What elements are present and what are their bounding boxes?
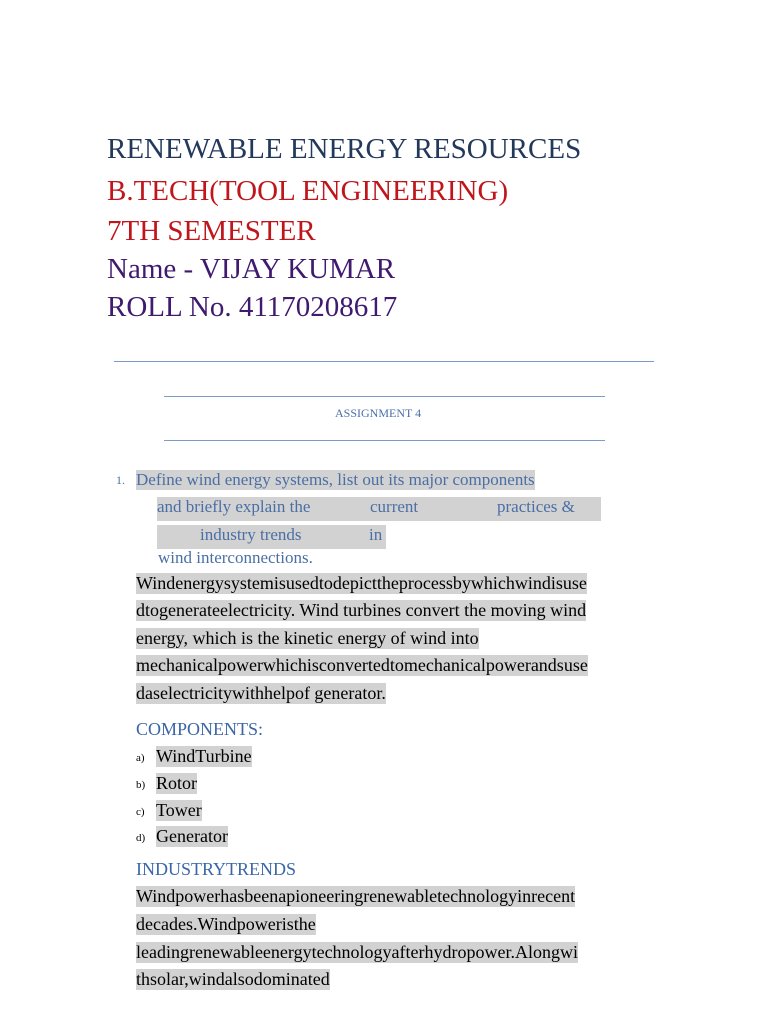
program-title: B.TECH(TOOL ENGINEERING) bbox=[107, 175, 509, 207]
top-divider bbox=[114, 361, 654, 362]
question-line-3-part-b: in bbox=[369, 525, 383, 544]
industry-line-2: decades.Windpoweristhe bbox=[136, 914, 316, 934]
question-line-2-part-c: practices & bbox=[497, 497, 575, 516]
question-line-2-part-a: and briefly explain the bbox=[157, 497, 311, 516]
industry-line-4: thsolar,windalsodominated bbox=[136, 969, 330, 989]
question-line-2 bbox=[157, 497, 601, 521]
answer-line-1: Windenergysystemisusedtodepicttheprocessbywhichwindisuse bbox=[136, 573, 587, 593]
roll-number: ROLL No. 41170208617 bbox=[107, 291, 398, 323]
component-item: Generator bbox=[156, 826, 228, 846]
course-title: RENEWABLE ENERGY RESOURCES bbox=[107, 133, 582, 165]
assignment-divider-top bbox=[164, 396, 605, 397]
answer-line-3: energy, which is the kinetic energy of wind into bbox=[136, 628, 479, 648]
student-name: Name - VIJAY KUMAR bbox=[107, 253, 396, 285]
assignment-divider-bottom bbox=[164, 440, 605, 441]
question-line-3-part-a: industry trends bbox=[200, 525, 302, 544]
component-item: Rotor bbox=[156, 773, 198, 793]
component-item: WindTurbine bbox=[156, 746, 252, 766]
answer-line-5: daselectricitywithhelpof generator. bbox=[136, 683, 386, 703]
component-marker: d) bbox=[136, 832, 146, 844]
question-number: 1. bbox=[116, 473, 125, 487]
industry-heading: INDUSTRYTRENDS bbox=[136, 859, 297, 879]
component-marker: a) bbox=[136, 752, 145, 764]
component-marker: b) bbox=[136, 779, 146, 791]
semester-title: 7TH SEMESTER bbox=[107, 215, 316, 247]
answer-line-4: mechanicalpowerwhichisconvertedtomechanicalpowerandsuse bbox=[136, 655, 588, 675]
components-heading: COMPONENTS: bbox=[136, 719, 264, 739]
component-marker: c) bbox=[136, 806, 145, 818]
question-line-1: Define wind energy systems, list out its major components bbox=[136, 470, 535, 489]
industry-line-1: Windpowerhasbeenapioneeringrenewabletechnologyinrecent bbox=[136, 886, 576, 906]
answer-line-2: dtogenerateelectricity. Wind turbines convert the moving wind bbox=[136, 600, 587, 620]
question-line-3 bbox=[157, 525, 386, 549]
question-line-4: wind interconnections. bbox=[158, 548, 313, 567]
component-item: Tower bbox=[156, 800, 202, 820]
industry-line-3: leadingrenewableenergytechnologyafterhydropower.Alongwi bbox=[136, 942, 579, 962]
question-line-2-part-b: current bbox=[370, 497, 419, 516]
assignment-label: ASSIGNMENT 4 bbox=[335, 406, 422, 420]
